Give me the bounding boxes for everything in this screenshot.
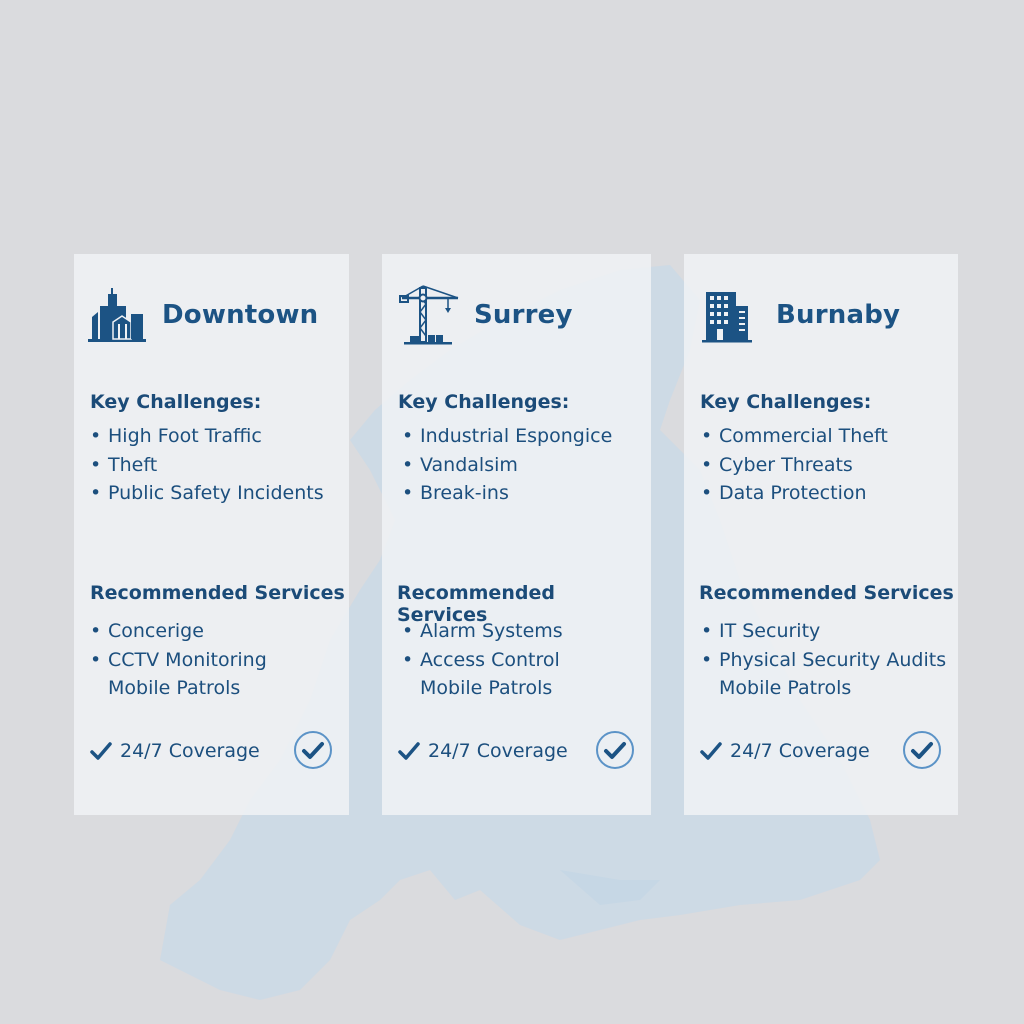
coverage-label: 24/7 Coverage [120,740,260,762]
coverage-label: 24/7 Coverage [730,740,870,762]
checkmark-icon [398,740,420,762]
checkmark-icon [700,740,722,762]
recommended-services-heading: Recommended Services [397,582,555,626]
challenges-list [701,422,888,508]
list-item: • Access Control [402,648,560,671]
construction-crane-icon [398,284,460,346]
city-skyline-icon [86,284,148,346]
list-item: Mobile Patrols [719,677,852,699]
list-item: • Theft [90,453,158,476]
list-item: • Commercial Theft [701,425,888,447]
coverage-row [398,730,635,772]
list-item: • Cyber Threats [701,453,853,476]
services-list [701,617,946,703]
challenges-list [402,422,612,508]
card-header [398,284,573,346]
list-item: • Concerige [90,620,204,642]
challenges-list [90,422,324,508]
card-header [700,284,900,346]
coverage-row [90,730,333,772]
checkmark-icon [90,740,112,762]
region-card-surrey [382,254,651,815]
list-item: • Industrial Espongice [402,425,613,447]
card-title: Surrey [474,300,573,330]
services-list [402,617,563,703]
coverage-label: 24/7 Coverage [428,740,568,762]
list-item: • Data Protection [701,482,867,504]
list-item: • Physical Security Audits [701,648,947,671]
key-challenges-heading: Key Challenges: [700,391,872,413]
list-item: Mobile Patrols [420,677,553,699]
list-item: • CCTV Monitoring [90,648,267,671]
coverage-row [700,730,942,772]
card-header [86,284,318,346]
region-card-downtown [74,254,349,815]
recommended-services-heading: Recommended Services [90,582,345,604]
services-list [90,617,267,703]
check-circle-icon [595,730,635,770]
list-item: • Vandalsim [402,453,518,476]
list-item: Mobile Patrols [108,677,241,699]
list-item: • Break-ins [402,482,509,504]
check-circle-icon [902,730,942,770]
check-circle-icon [293,730,333,770]
card-title: Downtown [162,300,319,330]
list-item: • Public Safety Incidents [90,482,324,504]
region-card-burnaby [684,254,958,815]
key-challenges-heading: Key Challenges: [90,391,262,413]
key-challenges-heading: Key Challenges: [398,391,570,413]
card-title: Burnaby [776,300,901,330]
list-item: • Alarm Systems [402,620,563,642]
recommended-services-heading: Recommended Services [699,582,954,604]
list-item: • High Foot Traffic [90,425,262,447]
list-item: • IT Security [701,620,821,642]
office-building-icon [700,284,762,346]
